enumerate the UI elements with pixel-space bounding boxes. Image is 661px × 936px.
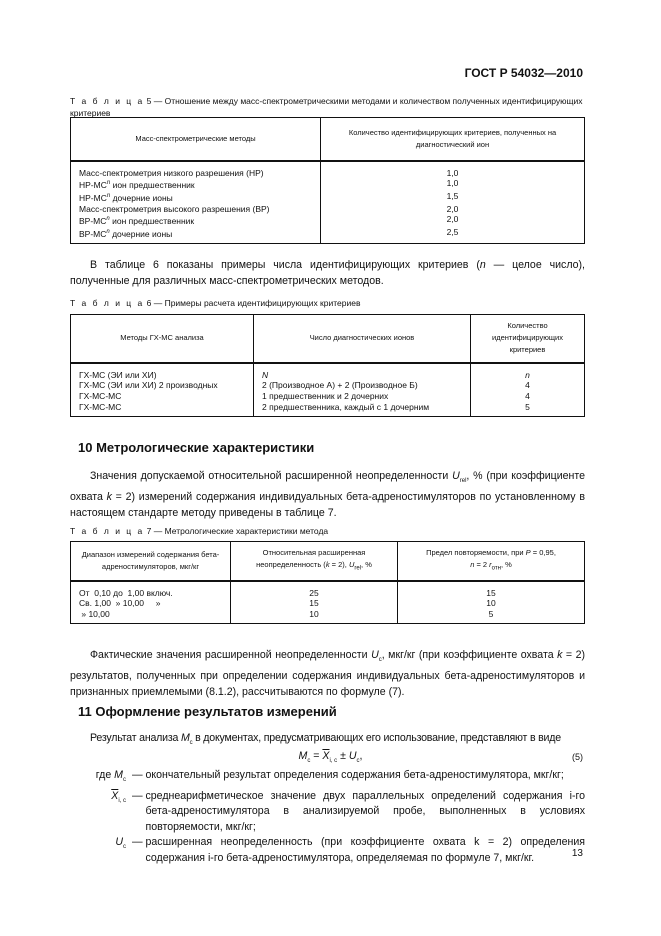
method-cell: ГХ-МС-МС (71, 391, 254, 402)
table5-header: Масс-спектрометрические методы (71, 118, 321, 161)
table-row (71, 391, 585, 402)
table6 (70, 314, 585, 417)
standard-header: ГОСТ Р 54032—2010 (464, 66, 583, 80)
table-row (71, 178, 585, 191)
table-row (71, 402, 585, 416)
table5-caption: Т а б л и ц а 5 — Отношение между масс-спектрометрическими методами и количеством полученных идентифицирующих критериев (70, 96, 583, 118)
ions-cell: 1 предшественник и 2 дочерних (254, 391, 471, 402)
criteria-cell: 2,0 (321, 214, 585, 227)
method-cell: Масс-спектрометрия низкого разрешения (НР) (71, 161, 321, 179)
table6-header: Число диагностических ионов (254, 315, 471, 363)
table6-header: Методы ГХ-МС анализа (71, 315, 254, 363)
criteria-cell: 2,5 (321, 227, 585, 243)
table7-caption: Т а б л и ц а 7 — Метрологические характеристики метода (70, 526, 329, 536)
table-row (71, 363, 585, 381)
formula-5: $M_c = \overline{X}_{i, c} \pm U_c$, (298, 750, 363, 765)
legend-item: где $M_c$ — окончательный результат определения содержания бета-адреностимулятора, мкг/кг; (95, 769, 564, 784)
method-cell: ГХ-МС (ЭИ или ХИ) 2 производных (71, 380, 254, 391)
method-cell: ГХ-МС (ЭИ или ХИ) (71, 363, 254, 381)
table5 (70, 117, 585, 244)
section-11-heading: 11 Оформление результатов измерений (78, 704, 337, 719)
uncertainty-cell: 15 (231, 598, 398, 609)
paragraph-actual-uncertainty: Фактические значения расширенной неопределенности $U_c$, мкг/кг (при коэффициенте охвата k = 2) результатов, полученных при определении содержания индивидуальных бета-адреностимуляторов и признанных приемлемыми (8.1.2), рассчитываются по формуле (7). (70, 649, 585, 699)
criteria-cell: 1,0 (321, 161, 585, 179)
repeatability-cell: 10 (398, 598, 585, 609)
criteria-cell: 1,5 (321, 191, 585, 204)
criteria-cell: 4 (471, 380, 585, 391)
method-cell: $НР-МС^n$ дочерние ионы (71, 191, 321, 204)
table7 (70, 541, 585, 624)
uncertainty-cell: 25 (231, 581, 398, 599)
table-row (71, 609, 585, 623)
paragraph-table6-intro: В таблице 6 показаны примеры числа идентифицирующих критериев (n — целое число), полученные для различных масс-спектрометрических методов. (70, 259, 585, 287)
method-cell: Масс-спектрометрия высокого разрешения (ВР) (71, 204, 321, 215)
range-cell: Св. 1,00 » 10,00 » (71, 598, 231, 609)
method-cell: $ВР-МС^n$ дочерние ионы (71, 227, 321, 243)
method-cell: ГХ-МС-МС (71, 402, 254, 416)
criteria-cell: 5 (471, 402, 585, 416)
table7-header-repeatability: Предел повторяемости, при P = 0,95, n = 2 $r_{отн}$, % (398, 542, 585, 581)
formula-legend (70, 768, 585, 866)
table-row (71, 204, 585, 215)
table7-header-range: Диапазон измерений содержания бета-адреностимуляторов, мкг/кг (71, 542, 231, 581)
legend-item: $U_c$ — расширенная неопределенность (при коэффициенте охвата k = 2) определения содержания i-го бета-адреностимулятора, определяемая по формуле 7, мкг/кг. (115, 836, 585, 864)
page-number: 13 (571, 848, 583, 859)
range-cell: » 10,00 (71, 609, 231, 623)
method-cell: $ВР-МС^n$ ион предшественник (71, 214, 321, 227)
range-cell: От 0,10 до 1,00 включ. (71, 581, 231, 599)
ions-cell: 2 (Производное А) + 2 (Производное Б) (254, 380, 471, 391)
method-cell: $НР-МС^n$ ион предшественник (71, 178, 321, 191)
table-row (71, 380, 585, 391)
table6-header: Количество идентифицирующих критериев (471, 315, 585, 363)
table-row (71, 191, 585, 204)
legend-item: $\overline{X}_{i, c}$ — среднеарифметическое значение двух параллельных определений содержания i-го бета-адреностимулятора в анализируемой пробе, выполненных в условиях повторяемости, мкг/кг; (111, 789, 585, 833)
repeatability-cell: 5 (398, 609, 585, 623)
table-row (71, 161, 585, 179)
criteria-cell: n (471, 363, 585, 381)
section-10-heading: 10 Метрологические характеристики (78, 440, 315, 455)
table-row (71, 581, 585, 599)
repeatability-cell: 15 (398, 581, 585, 599)
criteria-cell: 1,0 (321, 178, 585, 191)
formula-number: (5) (572, 752, 583, 762)
uncertainty-cell: 10 (231, 609, 398, 623)
table6-caption: Т а б л и ц а 6 — Примеры расчета идентифицирующих критериев (70, 298, 361, 308)
table7-header-uncertainty: Относительная расширенная неопределенность (k = 2), $U_{rel}$, % (231, 542, 398, 581)
ions-cell: N (254, 363, 471, 381)
section-11-paragraph: Результат анализа $M_c$ в документах, предусматривающих его использование, представляют в виде (90, 732, 561, 747)
table-row (71, 227, 585, 243)
section-10-paragraph: Значения допускаемой относительной расширенной неопределенности $U_{rel}$, % (при коэффициенте охвата k = 2) измерений содержания индивидуальных бета-адреностимуляторов по установленному в настоящем стандарте методу приведены в таблице 7. (70, 470, 585, 520)
table5-header: Количество идентифицирующих критериев, полученных на диагностический ион (321, 118, 585, 161)
criteria-cell: 4 (471, 391, 585, 402)
criteria-cell: 2,0 (321, 204, 585, 215)
ions-cell: 2 предшественника, каждый с 1 дочерним (254, 402, 471, 416)
table-row (71, 214, 585, 227)
table-row (71, 598, 585, 609)
